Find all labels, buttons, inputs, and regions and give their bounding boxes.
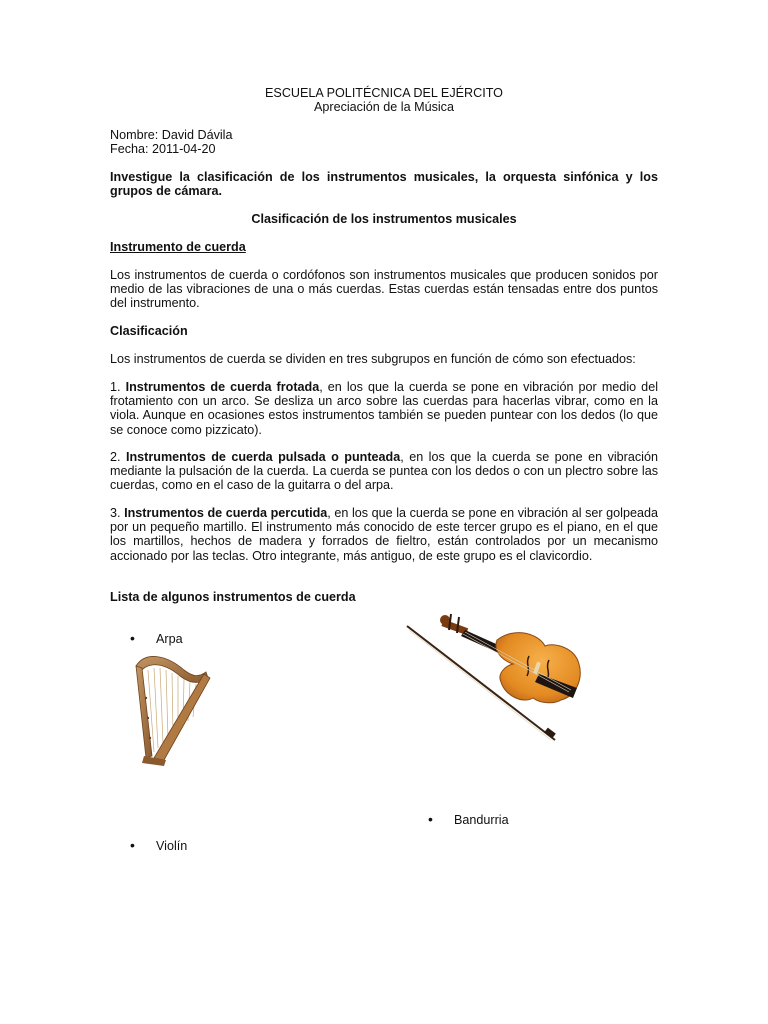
classification-lead: Los instrumentos de cuerda se dividen en tres subgrupos en función de cómo son efectuados: (110, 352, 636, 366)
item-number: 2. (110, 450, 126, 464)
course-heading: Apreciación de la Música (313, 100, 454, 114)
subsection-title: Instrumento de cuerda (110, 240, 246, 254)
classification-item-3 (110, 506, 658, 563)
item-term: Instrumentos de cuerda percutida (124, 506, 328, 520)
bullet-icon: • (130, 630, 135, 646)
item-text: , en los que la cuerda se pone en vibración mediante la pulsación de la cuerda. La cuerda se puntea con los dedos o con un plectro sobre las cuerdas, como en el caso de la guitarra o del arpa. (110, 450, 658, 493)
assignment-prompt: Investigue la clasificación de los instrumentos musicales, la orquesta sinfónica y los grupos de cámara. (110, 170, 658, 199)
violin-image (405, 612, 585, 744)
item-number: 3. (110, 506, 125, 520)
document-date: Fecha: 2011-04-20 (110, 142, 216, 156)
list-item-arpa: Arpa (156, 632, 183, 646)
classification-title: Clasificación (110, 324, 188, 338)
bullet-icon: • (428, 811, 433, 827)
item-term: Instrumentos de cuerda pulsada o punteada (125, 450, 401, 464)
list-item-violin: Violín (156, 839, 188, 853)
item-term: Instrumentos de cuerda frotada (125, 380, 320, 394)
item-text: , en los que la cuerda se pone en vibración al ser golpeada por un pequeño martillo. El instrumento más conocido de este tercer grupo es el piano, en el que los martillos, hechos de madera y forrados de fieltro, están controlados por un mecanismo accionado por las teclas. Otro integrante, más antiguo, de este grupo es el clavicordio. (110, 506, 658, 563)
item-number: 1. (110, 380, 126, 394)
classification-item-2 (110, 450, 658, 493)
harp-image (128, 648, 234, 768)
classification-item-1 (110, 380, 658, 437)
author-name: Nombre: David Dávila (110, 128, 233, 142)
intro-paragraph: Los instrumentos de cuerda o cordófonos son instrumentos musicales que producen sonidos por medio de las vibraciones de una o más cuerdas. Estas cuerdas están tensadas entre dos puntos del instrumento. (110, 268, 658, 311)
item-text: , en los que la cuerda se pone en vibración por medio del frotamiento con un arco. Se desliza un arco sobre las cuerdas para hacerlas vibrar, como en la viola. Aunque en ocasiones estos instrumentos también se pueden puntear con los dedos (lo que se conoce como pizzicato). (110, 380, 658, 437)
list-item-bandurria: Bandurria (454, 813, 509, 827)
bullet-icon: • (130, 837, 135, 853)
section-title: Clasificación de los instrumentos musicales (251, 212, 517, 226)
instrument-list-title: Lista de algunos instrumentos de cuerda (110, 590, 356, 604)
school-heading: ESCUELA POLITÉCNICA DEL EJÉRCITO (265, 86, 503, 100)
